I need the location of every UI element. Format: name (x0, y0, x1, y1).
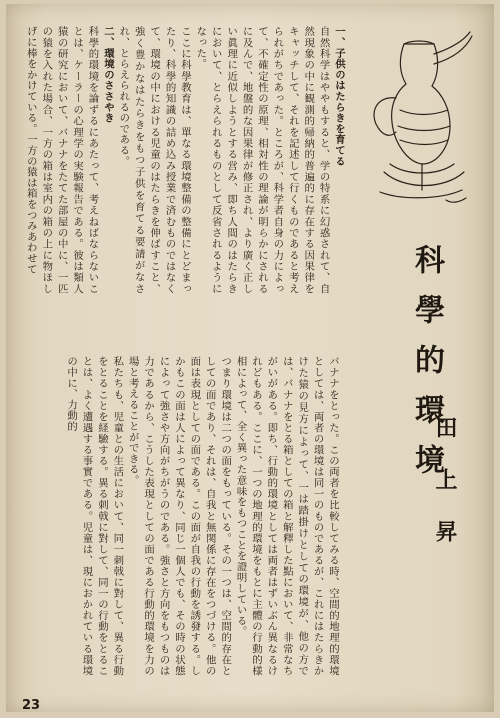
paragraph-3: 科學的環境を論ずるにあたって、考えねばならないことは、ケーラーの心理学の実験報告である。彼は類人猿の研究において、バナナをたてた部屋の中に、一匹の猿を入れた場合、一方の箱は室内の箱の上に物ほしげに棒をかけている。一方の猿は箱をつみあわせて (24, 26, 99, 294)
lower-text-block (30, 356, 340, 676)
upper-text-block (24, 26, 346, 294)
paragraph-2: ここに科學教育は、單なる環境整備の整備にとどまったり、科學的知識の詰め込み授業で済むものではなくて、環境の中における児童のはたらきを伸ばすこと、強く豊かなはたらきをもつ子供を育てる要請がなされ、とらえられるのである。 (117, 26, 191, 294)
page-number: 23 (22, 698, 41, 713)
paragraph-6: 私たちも、児童との生活において、同一刺戟に對して、異る行動をとることを経驗する。異る刺戟に對して、同一の行動をとることは、よく遭遇する事實である。児童は、現におかれている環境の中に、力動的 (65, 356, 124, 676)
magazine-page (6, 4, 494, 712)
paragraph-1: 自然科学はややもすると、学の特系に幻惑されて、自然現象の中に観測的帰納的普遍的に存在する因果律をキャッチして、それを記述して行くものであると考えられがちであった。ところが、科学者自身の力によって、不確定性の原理、相対性の理論が明らかにされるに及んで、地盤的な因果律が修正され、より廣く正しい眞理に近似しようとする営み、即ち人間のはたらきにおいて、とらえられるものとして反省されるようになった。 (194, 26, 330, 294)
article-author: 田上昇 (432, 416, 458, 572)
paragraph-5: つまり環境は二つの面をもっている。その一つは、空間的存在としての面であり、それは、自我と無関係に存在をつづける。他の面は表現としての面である。この面が自我の行動を誘發する。しかもこの面は人によって異なり、同じ一個人でも、その時の状態によって強さや方向がちがうのである。強さと方向をもつものは力であるから、こうした表現としての面である行動的環境を力の場と考えることができる。 (126, 356, 232, 676)
article-title: 科學的環境 (409, 244, 444, 494)
section-heading-1: 一、子供のはたらきを育てる (333, 26, 345, 167)
paragraph-4: バナナをとった。この両者を比較してみる時、空間的地理的環境としては、両者の環境は同一のものであるが、これにはたらきかけた猿の見方によって、一は踏掛けとしての環境が、他の方では、バナナをとる箱としての箱と解釋した點において、非常なちがいがある。即ち、行動的環境としては両者はずいぶん異なるけれどもある。ここに、一つの地理的環境をもとに主體の行動的様相によって、全く異った意味をもつことを證明している。 (234, 356, 339, 676)
ewer-illustration (360, 14, 478, 219)
section-heading-2: 二、環境のささやき (101, 26, 114, 124)
